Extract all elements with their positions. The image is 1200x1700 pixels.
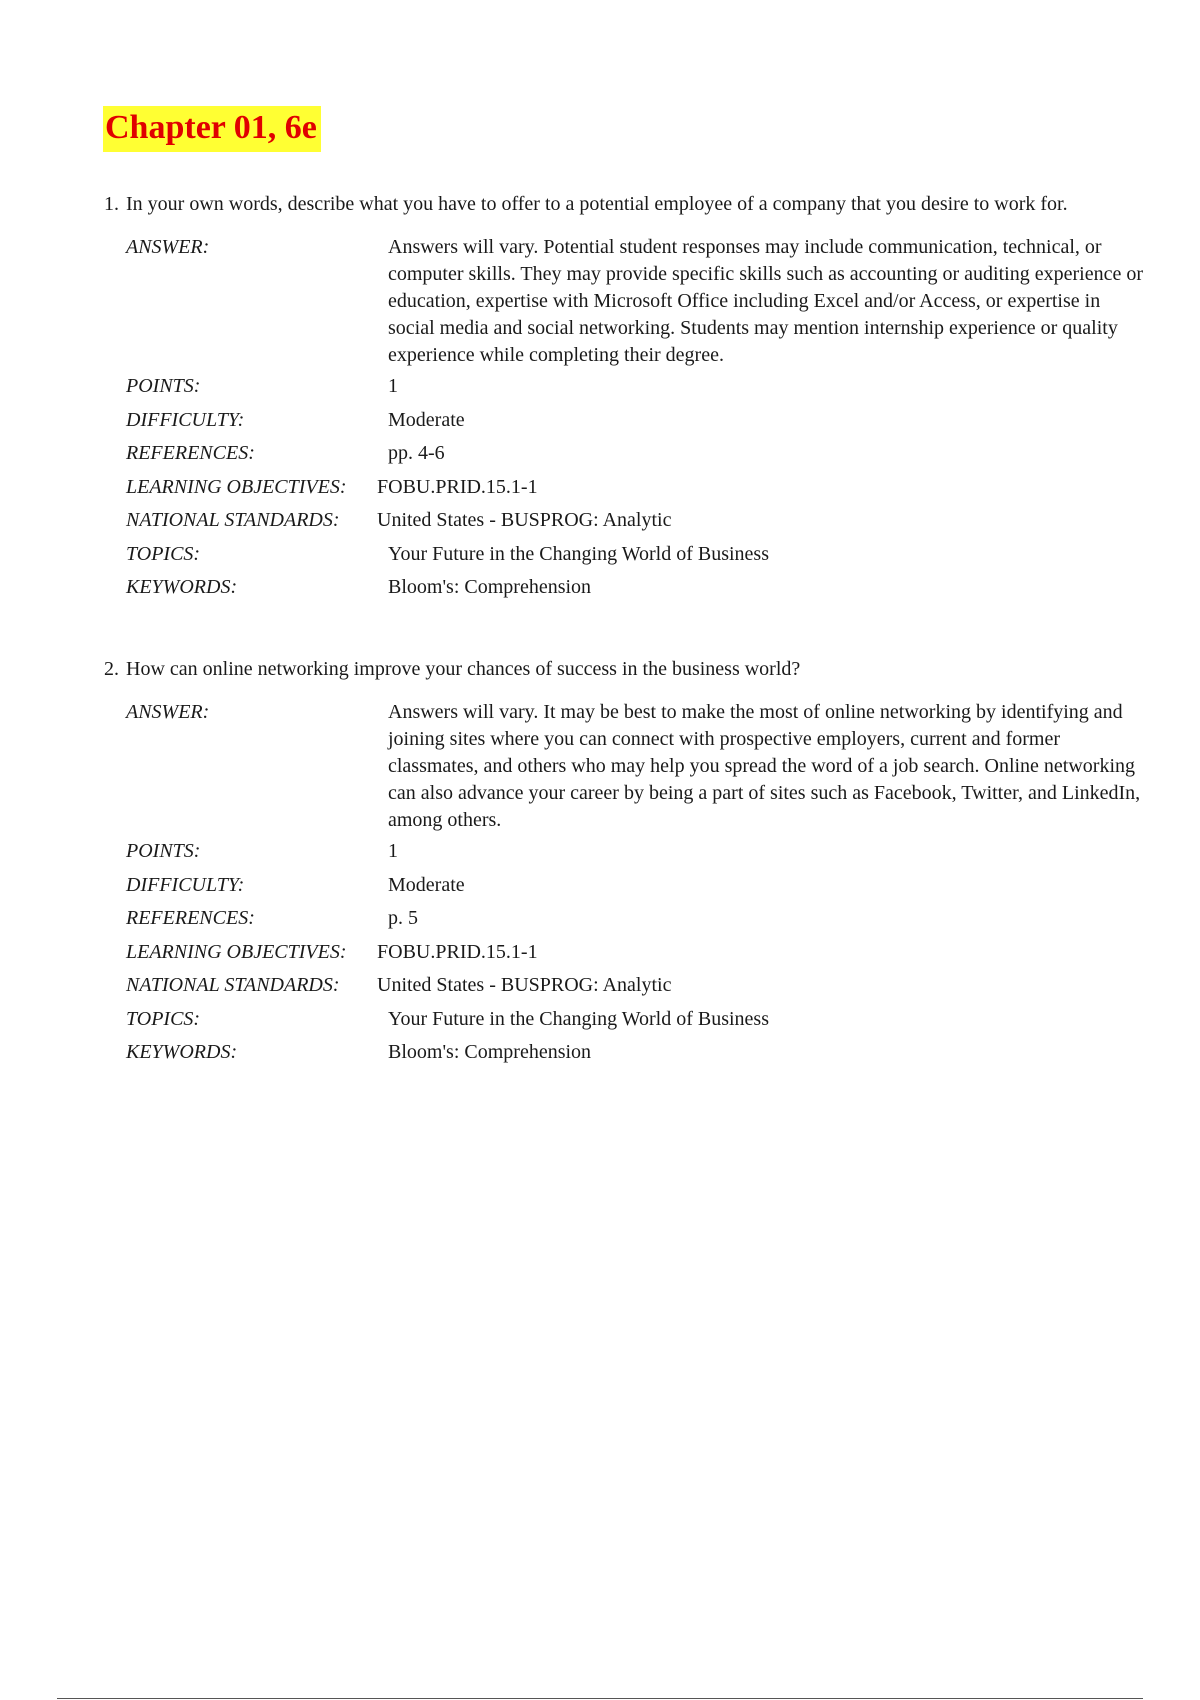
- topics-label: TOPICS:: [126, 542, 201, 565]
- points-value: 1: [388, 375, 398, 397]
- topics-row: [126, 1006, 1144, 1033]
- question-1: [104, 191, 1144, 608]
- answer-text: Answers will vary. It may be best to make the most of online networking by identifying and joining sites where you can connect with prospective employers, current and former classmates, and others who may help you spread the word of a job search. Online networking can also advance your career by being a part of sites such as Facebook, Twitter, and LinkedIn, among others.: [388, 701, 1141, 831]
- difficulty-value: Moderate: [388, 408, 465, 431]
- difficulty-label: DIFFICULTY:: [126, 408, 245, 431]
- national-standards-row: [126, 507, 1144, 534]
- question-prompt: [104, 191, 1144, 218]
- keywords-value: Bloom's: Comprehension: [388, 576, 592, 598]
- answer-label: ANSWER:: [126, 236, 210, 258]
- question-number: 1.: [104, 193, 119, 215]
- national-standards-row: [126, 972, 1144, 999]
- points-label: POINTS:: [126, 375, 201, 397]
- answer-row: [126, 234, 1144, 369]
- learning-objectives-label: LEARNING OBJECTIVES:: [126, 475, 347, 498]
- difficulty-value: Moderate: [388, 873, 465, 896]
- topics-label: TOPICS:: [126, 1007, 201, 1030]
- national-standards-value: United States - BUSPROG: Analytic: [377, 974, 672, 996]
- topics-value: Your Future in the Changing World of Business: [388, 1007, 769, 1030]
- learning-objectives-value: FOBU.PRID.15.1-1: [377, 940, 538, 963]
- keywords-label: KEYWORDS:: [126, 1041, 238, 1063]
- question-metadata: [126, 699, 1144, 1066]
- points-row: [126, 373, 1144, 400]
- difficulty-row: [126, 872, 1144, 899]
- references-label: REFERENCES:: [126, 442, 255, 464]
- keywords-label: KEYWORDS:: [126, 576, 238, 598]
- difficulty-label: DIFFICULTY:: [126, 873, 245, 896]
- question-2: [104, 656, 1144, 1073]
- points-value: 1: [388, 840, 398, 862]
- answer-label: ANSWER:: [126, 701, 210, 723]
- learning-objectives-row: [126, 474, 1144, 501]
- national-standards-label: NATIONAL STANDARDS:: [126, 509, 340, 531]
- references-value: p. 5: [388, 907, 418, 929]
- topics-value: Your Future in the Changing World of Business: [388, 542, 769, 565]
- national-standards-value: United States - BUSPROG: Analytic: [377, 509, 672, 531]
- question-number: 2.: [104, 658, 119, 680]
- learning-objectives-row: [126, 939, 1144, 966]
- keywords-row: [126, 1039, 1144, 1066]
- topics-row: [126, 541, 1144, 568]
- references-label: REFERENCES:: [126, 907, 255, 929]
- references-value: pp. 4-6: [388, 442, 445, 464]
- difficulty-row: [126, 407, 1144, 434]
- references-row: [126, 440, 1144, 467]
- points-row: [126, 838, 1144, 865]
- question-text: In your own words, describe what you have to offer to a potential employee of a company that you desire to work for.: [126, 193, 1068, 215]
- references-row: [126, 905, 1144, 932]
- footer-rule: [57, 1698, 1143, 1699]
- question-metadata: [126, 234, 1144, 601]
- points-label: POINTS:: [126, 840, 201, 862]
- answer-text: Answers will vary. Potential student responses may include communication, technical, or computer skills. They may provide specific skills such as accounting or auditing experience or education, expertise with Microsoft Office including Excel and/or Access, or expertise in social media and social networking. Students may mention internship experience or quality experience while completing their degree.: [388, 236, 1143, 366]
- keywords-value: Bloom's: Comprehension: [388, 1041, 592, 1063]
- chapter-title: Chapter 01, 6e: [103, 106, 321, 152]
- learning-objectives-label: LEARNING OBJECTIVES:: [126, 940, 347, 963]
- question-prompt: [104, 656, 1144, 683]
- national-standards-label: NATIONAL STANDARDS:: [126, 974, 340, 996]
- learning-objectives-value: FOBU.PRID.15.1-1: [377, 475, 538, 498]
- keywords-row: [126, 574, 1144, 601]
- answer-row: [126, 699, 1144, 834]
- question-text: How can online networking improve your chances of success in the business world?: [126, 658, 801, 680]
